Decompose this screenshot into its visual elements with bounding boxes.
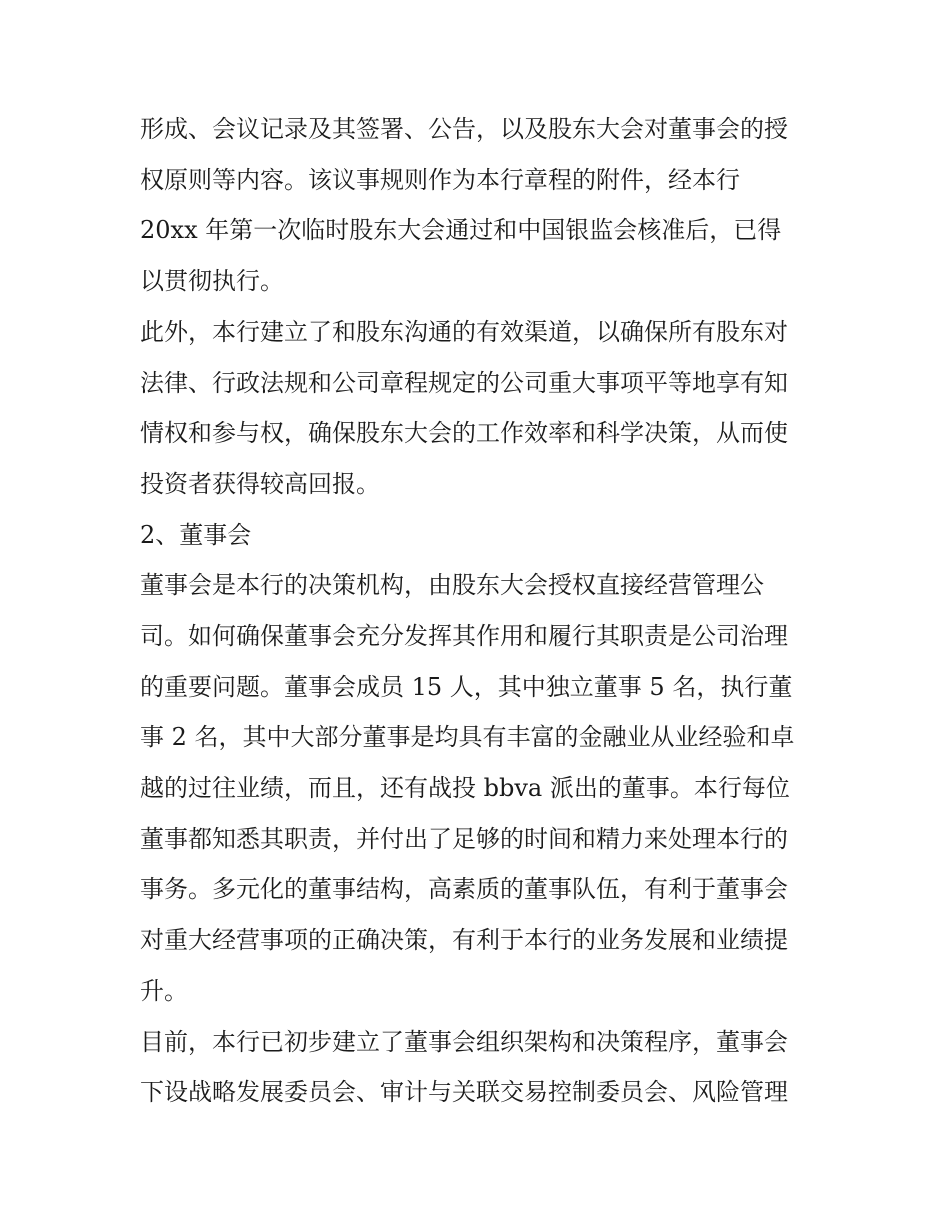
text-line: 法律、行政法规和公司章程规定的公司重大事项平等地享有知 (140, 369, 788, 397)
text-line: 以贯彻执行。 (140, 267, 284, 295)
text-line: 此外，本行建立了和股东沟通的有效渠道，以确保所有股东对 (140, 318, 788, 346)
text-line: 司。如何确保董事会充分发挥其作用和履行其职责是公司治理 (140, 622, 788, 650)
text-line: 权原则等内容。该议事规则作为本行章程的附件，经本行 (140, 166, 740, 194)
text-line: 投资者获得较高回报。 (140, 470, 380, 498)
text-line: 董事会是本行的决策机构，由股东大会授权直接经营管理公 (140, 571, 764, 599)
text-line: 目前，本行已初步建立了董事会组织架构和决策程序，董事会 (140, 1028, 788, 1056)
text-line: 20xx 年第一次临时股东大会通过和中国银监会核准后，已得 (140, 216, 782, 244)
text-line: 升。 (140, 977, 188, 1005)
section-heading: 2、董事会 (140, 521, 252, 549)
text-line: 的重要问题。董事会成员 15 人，其中独立董事 5 名，执行董 (140, 673, 793, 701)
text-line: 越的过往业绩，而且，还有战投 bbva 派出的董事。本行每位 (140, 774, 790, 802)
text-line: 形成、会议记录及其签署、公告，以及股东大会对董事会的授 (140, 115, 788, 143)
text-line: 情权和参与权，确保股东大会的工作效率和科学决策，从而使 (140, 419, 788, 447)
text-line: 事 2 名，其中大部分董事是均具有丰富的金融业从业经验和卓 (140, 723, 795, 751)
text-line: 对重大经营事项的正确决策，有利于本行的业务发展和业绩提 (140, 926, 788, 954)
text-line: 下设战略发展委员会、审计与关联交易控制委员会、风险管理 (140, 1078, 788, 1106)
text-line: 董事都知悉其职责，并付出了足够的时间和精力来处理本行的 (140, 825, 788, 853)
text-line: 事务。多元化的董事结构，高素质的董事队伍，有利于董事会 (140, 875, 788, 903)
